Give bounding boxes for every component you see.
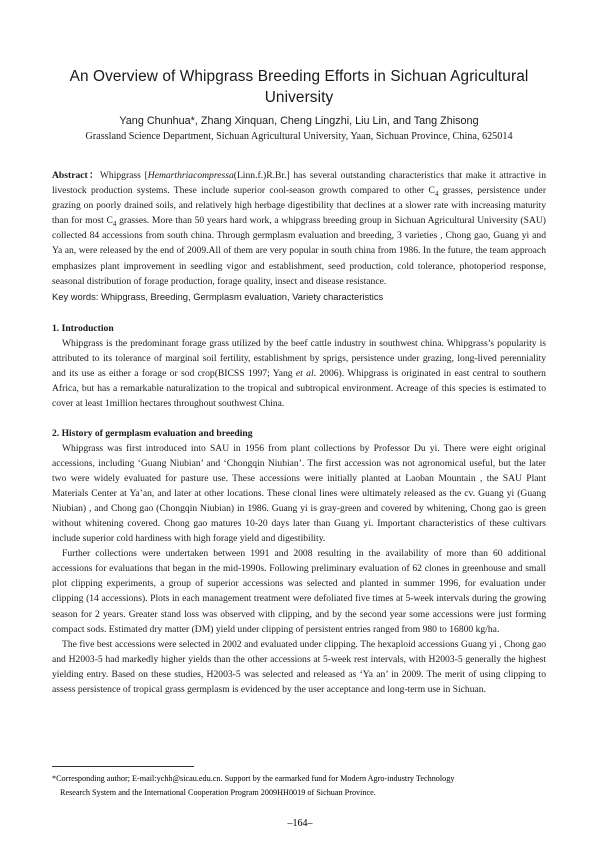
abstract-text: (Linn.f.)R.Br.] has several outstanding characteristics that make it attractive in livestock production systems. These include superior cool-season growth compared to other C <box>52 170 547 197</box>
paragraph-text: Whipgrass is the predominant forage grass utilized by the beef cattle industry in southwest china. Whipgrass’s popularity is attributed to its tolerance of marginal soil fertility, establishment by sprigs, persistence under grazing, long-lived perenniality and its use as either a forage or sod crop(BICSS 1997; Yang <box>52 337 546 379</box>
paragraph-text: . 2006). Whipgrass is originated in east central to southern Africa, but has a remarkable naturalization to the tropical and subtropical environment. Acreage of this species is estimated to cover at least 1million hectares throughout southwest China. <box>52 367 546 409</box>
species-name: Hemarthriacompressa <box>147 170 234 181</box>
section-introduction <box>52 321 546 411</box>
section-heading: 1. Introduction <box>52 322 114 334</box>
footnote-line: Research System and the International Cooperation Program 2009HH0019 of Sichuan Province. <box>60 787 376 797</box>
page-number: –164– <box>287 818 313 829</box>
abstract <box>52 168 546 289</box>
paragraph: The five best accessions were selected in 2002 and evaluated under clipping. The hexaploid accessions Guang yi , Chong gao and H2003-5 had markedly higher yields than the other accessions at 5-week rest intervals, with H2003-5 generally the highest yielding entry. Based on these studies, H2003-5 was selected and released as ‘Ya an’ in 2009. The merit of using clipping to assess persistence of tropical grass germplasm is evidenced by the user acceptance and long-term use in Sichuan. <box>52 638 546 695</box>
paragraph: Further collections were undertaken between 1991 and 2008 resulting in the availability of more than 60 additional accessions for evaluations that began in the mid-1990s. Following preliminary evaluation of 62 clones in greenhouse and small plot clipping experiments, a group of superior accessions was selected and planted in summer 1996, for evaluation under clipping (14 accessions). Plots in each management treatment were defoliated five times at 5-week intervals during the growing season for 2 years. Greater stand loss was observed with clipping, and by the second year some accessions were just forming compact sods. Estimated dry matter (DM) yield under clipping of persistent entries ranged from 980 to 16800 kg/ha. <box>52 548 546 635</box>
section-heading: 2. History of germplasm evaluation and breeding <box>52 427 253 439</box>
footnote-line: *Corresponding author; E-mail:ychh@sicau.edu.cn. Support by the earmarked fund for Modern Agro-industry Technology <box>52 774 455 783</box>
author-list: Yang Chunhua*, Zhang Xinquan, Cheng Lingzhi, Liu Lin, and Tang Zhisong <box>119 115 479 127</box>
section-history <box>52 426 546 697</box>
paragraph <box>52 336 546 411</box>
paragraph: Whipgrass was first introduced into SAU in 1956 from plant collections by Professor Du yi. There were eight original accessions, including ‘Guang Niubian’ and ‘Chongqin Niubian’. The first accession was not agronomical useful, but the later two were widely evaluated for pasture use. These accessions were initially planted at Laoban Mountain , the SAU Plant Materials Center at Ya’an, and later at other locations. These clonal lines were ultimately released as the cv. Guang yi (Guang Niubian) , and Chong gao (Chongqin Niubian) in 1986. Guang yi is gray-green and covered by whitening, Chong gao is green without whitening covered. Chong gao matures 10-20 days later than Guang yi. Important characteristics of these cultivars include superior cold hardiness with high forage yield and digestibility. <box>52 442 546 545</box>
footnote-divider <box>52 766 194 767</box>
affiliation: Grassland Science Department, Sichuan Agricultural University, Yaan, Sichuan Province, China, 625014 <box>85 131 513 142</box>
subscript: 4 <box>434 190 439 198</box>
subscript: 4 <box>112 220 117 229</box>
abstract-text: grasses, persistence under grazing on poorly drained soils, and relatively high herbage digestibility that declines at a slower rate with increasing maturity than for most C <box>52 185 547 227</box>
abstract-text: grasses. More than 50 years hard work, a whipgrass breeding group in Sichuan Agricultural University (SAU) collected 84 accessions from south china. Through germplasm evaluation and breeding, 3 varieties , Chong gao, Guang yi and Ya an, were released by the end of 2009.All of them are very popular in south china from 1986. In the future, the team approach emphasizes plant improvement in seedling vigor and establishment, seed production, cold tolerance, photoperiod response, seasonal distribution of forage production, forage quality, insect and disease resistance. <box>52 215 546 287</box>
footnote <box>52 772 546 799</box>
et-al: et al <box>295 367 314 379</box>
keywords: Key words: Whipgrass, Breeding, Germplasm evaluation, Variety characteristics <box>52 290 384 302</box>
abstract-label: Abstract： <box>52 170 100 181</box>
paper-title: An Overview of Whipgrass Breeding Efforts in Sichuan Agricultural University <box>69 68 529 106</box>
abstract-text: Whipgrass [ <box>99 170 148 181</box>
